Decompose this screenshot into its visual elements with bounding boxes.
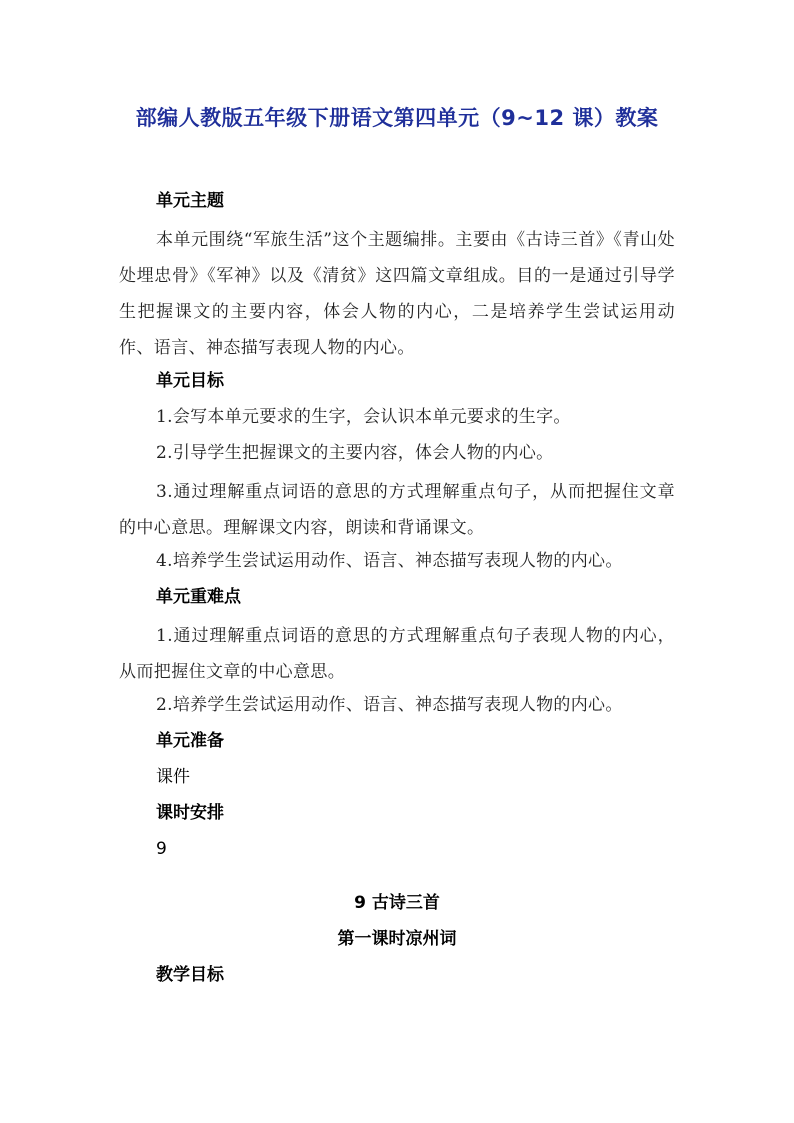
goal-item-4: 4.培养学生尝试运用动作、语言、神态描写表现人物的内心。 bbox=[156, 551, 623, 571]
section-heading-prep: 单元准备 bbox=[156, 731, 224, 751]
section-heading-difficulty: 单元重难点 bbox=[156, 587, 241, 607]
difficulty-item-2: 2.培养学生尝试运用动作、语言、神态描写表现人物的内心。 bbox=[156, 695, 623, 715]
difficulty-item-1: 1.通过理解重点词语的意思的方式理解重点句子表现人物的内心，从而把握住文章的中心意思。 bbox=[119, 626, 675, 682]
lesson-title: 9 古诗三首 bbox=[354, 893, 440, 913]
section-heading-goals: 单元目标 bbox=[156, 371, 224, 391]
goal-item-1: 1.会写本单元要求的生字，会认识本单元要求的生字。 bbox=[156, 407, 571, 427]
schedule-text: 9 bbox=[156, 839, 167, 859]
lesson-goals-heading: 教学目标 bbox=[156, 965, 224, 985]
theme-text: 本单元围绕“军旅生活”这个主题编排。主要由《古诗三首》《青山处处埋忠骨》《军神》以及《清贫》这四篇文章组成。目的一是通过引导学生把握课文的主要内容，体会人物的内心，二是培养学生尝试运用动作、语言、神态描写表现人物的内心。 bbox=[119, 230, 675, 358]
goal-item-2: 2.引导学生把握课文的主要内容，体会人物的内心。 bbox=[156, 443, 554, 463]
section-heading-schedule: 课时安排 bbox=[156, 803, 224, 823]
document-body bbox=[119, 186, 675, 996]
goal-item-3: 3.通过理解重点词语的意思的方式理解重点句子，从而把握住文章的中心意思。理解课文内容，朗读和背诵课文。 bbox=[119, 482, 675, 538]
document-title: 部编人教版五年级下册语文第四单元（9~12 课）教案 bbox=[135, 106, 659, 130]
lesson-subtitle: 第一课时凉州词 bbox=[337, 929, 457, 949]
paragraph-difficulty-1 bbox=[119, 618, 675, 690]
section-heading-theme: 单元主题 bbox=[156, 191, 224, 211]
prep-text: 课件 bbox=[156, 767, 190, 787]
spacer bbox=[119, 870, 675, 888]
paragraph-theme bbox=[119, 222, 675, 366]
paragraph-goal-3 bbox=[119, 474, 675, 546]
